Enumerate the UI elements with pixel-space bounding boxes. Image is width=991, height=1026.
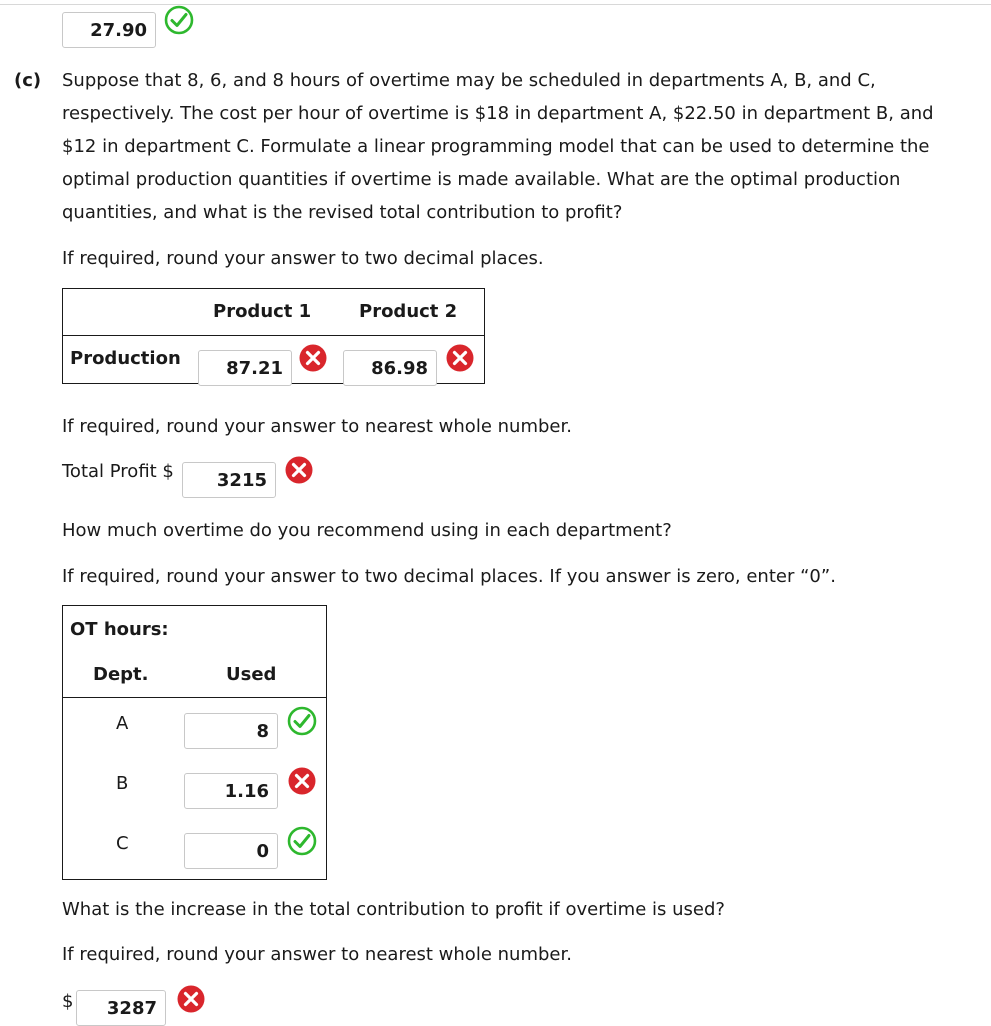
check-icon [287, 826, 317, 856]
overtime-question: How much overtime do you recommend using in each department? [62, 520, 672, 541]
ot-hours-title: OT hours: [70, 619, 169, 640]
column-header-product-1: Product 1 [213, 301, 312, 322]
question-line-4: optimal production quantities if overtime is made available. What are the optimal production [62, 169, 901, 190]
table-header-divider [63, 335, 484, 336]
total-profit-input[interactable]: 3215 [182, 462, 276, 498]
column-header-dept: Dept. [93, 664, 149, 685]
x-icon [445, 343, 475, 373]
column-header-used: Used [226, 664, 277, 685]
row-label-production: Production [70, 348, 181, 369]
increase-question: What is the increase in the total contribution to profit if overtime is used? [62, 899, 725, 920]
product-2-production-input[interactable]: 86.98 [343, 350, 437, 386]
increase-profit-input[interactable]: 3287 [76, 990, 166, 1026]
check-icon [287, 706, 317, 736]
previous-answer-input[interactable]: 27.90 [62, 12, 156, 48]
x-icon [298, 343, 328, 373]
top-divider [0, 4, 991, 5]
currency-symbol: $ [62, 991, 74, 1012]
increase-round-note: If required, round your answer to nearest whole number. [62, 944, 572, 965]
x-icon [284, 455, 314, 485]
x-icon [176, 984, 206, 1014]
question-line-3: $12 in department C. Formulate a linear programming model that can be used to determine the [62, 136, 930, 157]
total-profit-label: Total Profit $ [62, 461, 174, 482]
part-c-label: (c) [14, 70, 42, 91]
x-icon [287, 766, 317, 796]
round-note-two-decimals: If required, round your answer to two decimal places. [62, 248, 544, 269]
product-1-production-input[interactable]: 87.21 [198, 350, 292, 386]
overtime-round-note: If required, round your answer to two decimal places. If you answer is zero, enter “0”. [62, 566, 836, 587]
question-line-2: respectively. The cost per hour of overtime is $18 in department A, $22.50 in department B, and [62, 103, 934, 124]
round-note-whole-number: If required, round your answer to nearest whole number. [62, 416, 572, 437]
dept-label-a: A [116, 713, 129, 734]
dept-c-used-input[interactable]: 0 [184, 833, 278, 869]
dept-b-used-input[interactable]: 1.16 [184, 773, 278, 809]
dept-label-b: B [116, 773, 129, 794]
column-header-product-2: Product 2 [359, 301, 458, 322]
question-line-5: quantities, and what is the revised total contribution to profit? [62, 202, 623, 223]
question-line-1: Suppose that 8, 6, and 8 hours of overtime may be scheduled in departments A, B, and C, [62, 70, 876, 91]
dept-label-c: C [116, 833, 129, 854]
dept-a-used-input[interactable]: 8 [184, 713, 278, 749]
table-header-divider [63, 697, 326, 698]
check-icon [164, 5, 194, 35]
